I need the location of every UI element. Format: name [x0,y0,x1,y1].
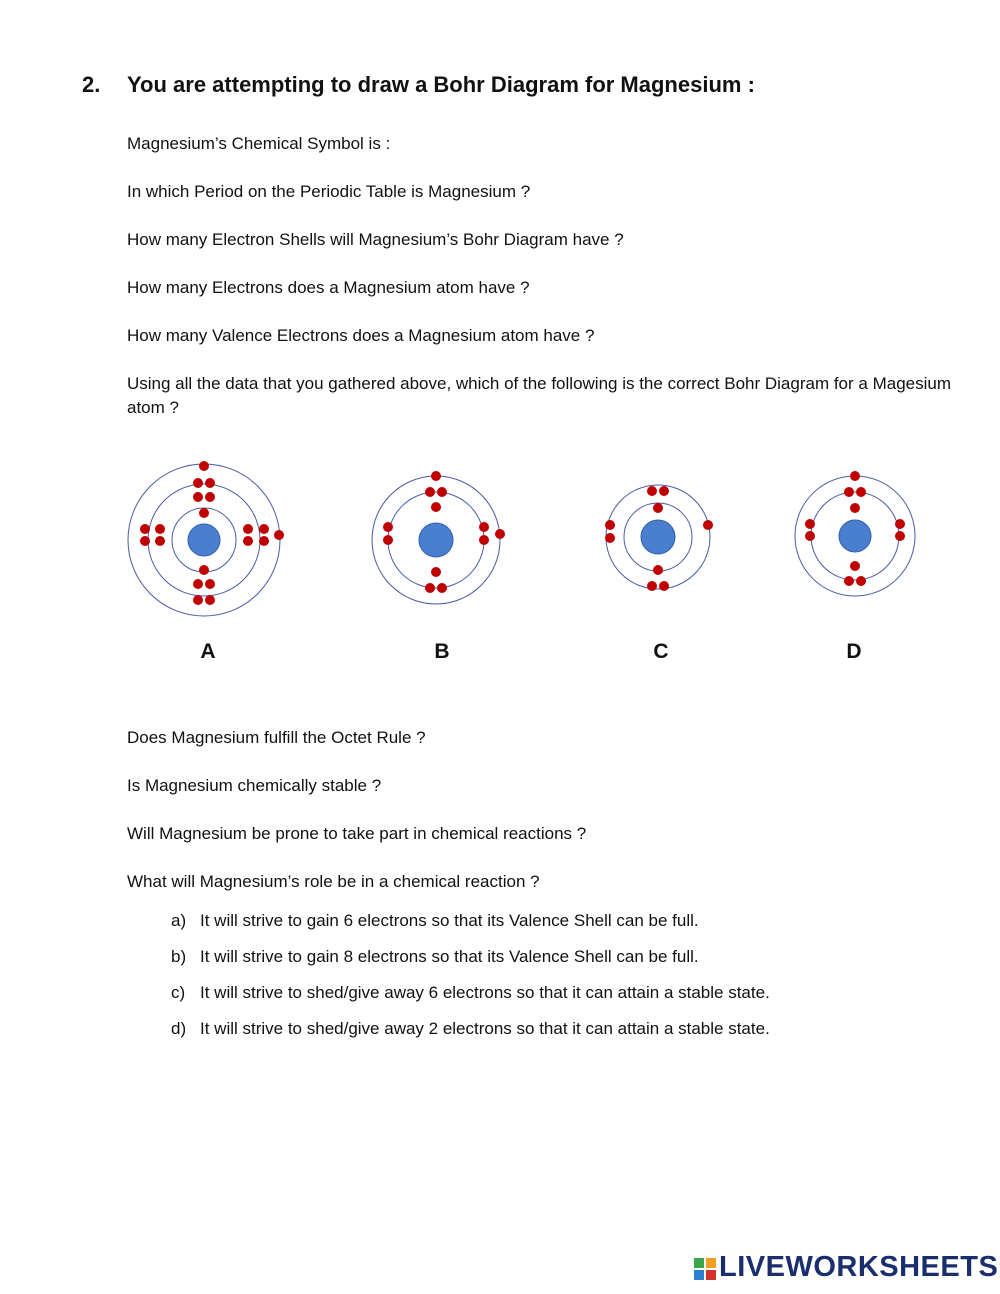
option-c-letter: c) [171,983,186,1002]
prompt-choose-diagram: Using all the data that you gathered above, which of the following is the correct Bohr Diagram for a Magesium atom ? [127,374,951,417]
prompt-electrons: How many Electrons does a Magnesium atom have ? [127,278,530,297]
liveworksheets-logo-text: LIVEWORKSHEETS [719,1251,999,1283]
option-a-text[interactable]: It will strive to gain 6 electrons so that its Valence Shell can be full. [200,911,699,930]
prompt-octet-rule: Does Magnesium fulfill the Octet Rule ? [127,728,426,747]
diagram-label-a: A [200,640,216,663]
option-b-letter: b) [171,947,187,966]
bohr-diagram-d[interactable] [790,466,920,598]
option-b-text[interactable]: It will strive to gain 8 electrons so that its Valence Shell can be full. [200,947,699,966]
diagram-label-d: D [846,640,862,663]
prompt-electron-shells: How many Electron Shells will Magnesium’s Bohr Diagram have ? [127,230,624,249]
question-number: 2. [82,72,101,97]
question-title: You are attempting to draw a Bohr Diagram for Magnesium : [127,72,755,97]
diagram-label-b: B [434,640,450,663]
bohr-diagram-a[interactable] [124,456,289,621]
liveworksheets-logo-icon [694,1258,716,1280]
prompt-valence-electrons: How many Valence Electrons does a Magnesium atom have ? [127,326,595,345]
option-d-letter: d) [171,1019,187,1038]
option-c-text[interactable]: It will strive to shed/give away 6 electrons so that it can attain a stable state. [200,983,770,1002]
bohr-diagram-b[interactable] [366,465,508,605]
nucleus [641,520,675,554]
prompt-period: In which Period on the Periodic Table is Magnesium ? [127,182,531,201]
prompt-chemically-stable: Is Magnesium chemically stable ? [127,776,382,795]
option-d-text[interactable]: It will strive to shed/give away 2 electrons so that it can attain a stable state. [200,1019,770,1038]
nucleus [188,524,220,556]
nucleus [419,523,453,557]
bohr-diagram-c[interactable] [600,480,718,592]
diagram-label-c: C [653,640,669,663]
nucleus [839,520,871,552]
option-a-letter: a) [171,911,187,930]
prompt-role: What will Magnesium’s role be in a chemical reaction ? [127,872,540,891]
prompt-reactions: Will Magnesium be prone to take part in chemical reactions ? [127,824,587,843]
prompt-chemical-symbol: Magnesium’s Chemical Symbol is : [127,134,391,153]
